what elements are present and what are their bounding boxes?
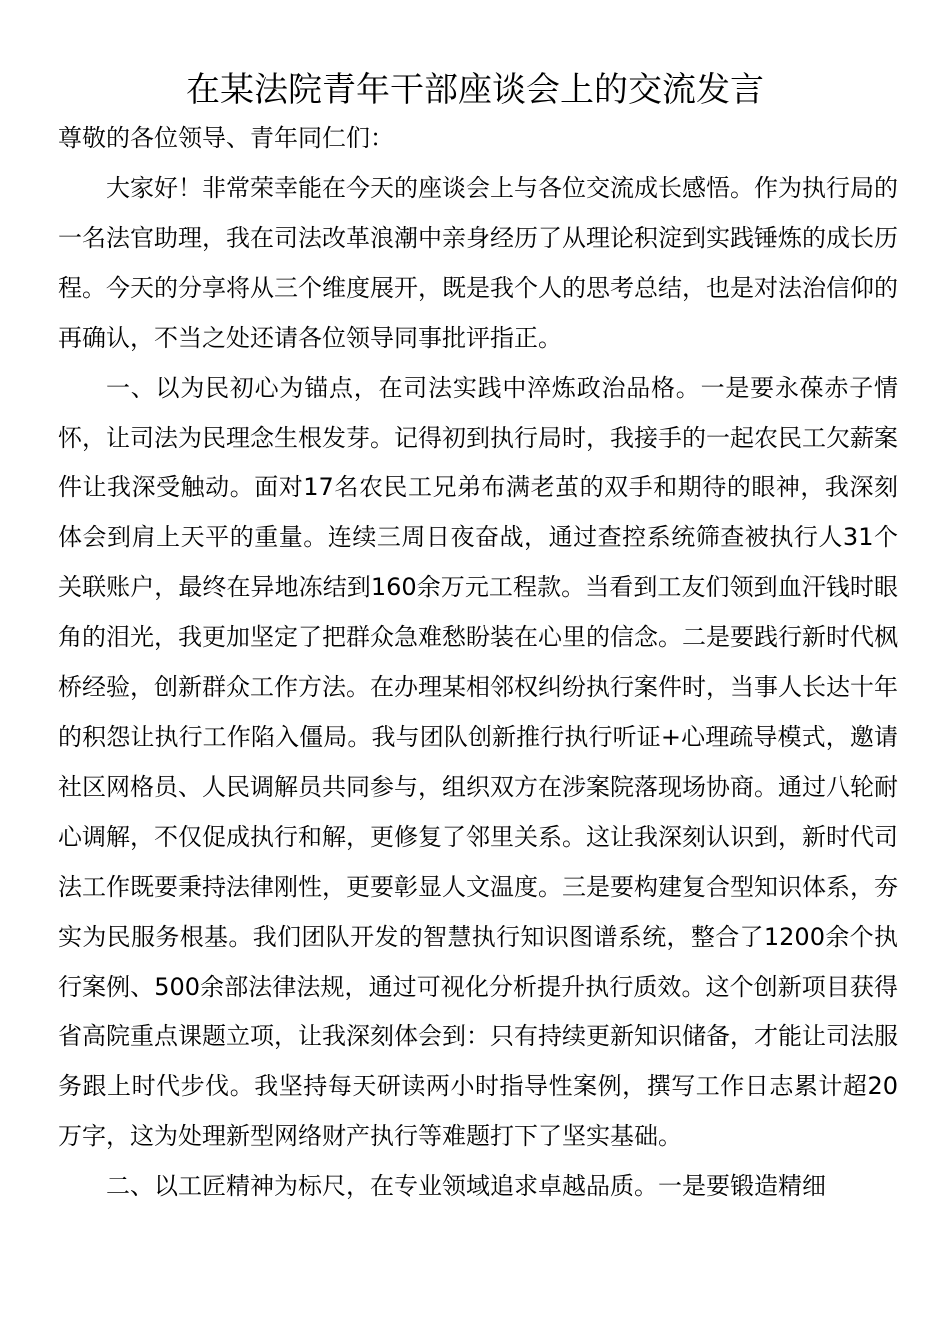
paragraph-section-one: 一、以为民初心为锚点，在司法实践中淬炼政治品格。一是要永葆赤子情怀，让司法为民理念生根发芽。记得初到执行局时，我接手的一起农民工欠薪案件让我深受触动。面对17名农民工兄弟布满老茧的双手和期待的眼神，我深刻体会到肩上天平的重量。连续三周日夜奋战，通过查控系统筛查被执行人31个关联账户，最终在异地冻结到160余万元工程款。当看到工友们领到血汗钱时眼角的泪光，我更加坚定了把群众急难愁盼装在心里的信念。二是要践行新时代枫桥经验，创新群众工作方法。在办理某相邻权纠纷执行案件时，当事人长达十年的积怨让执行工作陷入僵局。我与团队创新推行执行听证+心理疏导模式，邀请社区网格员、人民调解员共同参与，组织双方在涉案院落现场协商。通过八轮耐心调解，不仅促成执行和解，更修复了邻里关系。这让我深刻认识到，新时代司法工作既要秉持法律刚性，更要彰显人文温度。三是要构建复合型知识体系，夯实为民服务根基。我们团队开发的智慧执行知识图谱系统，整合了1200余个执行案例、500余部法律法规，通过可视化分析提升执行质效。这个创新项目获得省高院重点课题立项，让我深刻体会到：只有持续更新知识储备，才能让司法服务跟上时代步伐。我坚持每天研读两小时指导性案例，撰写工作日志累计超20万字，这为处理新型网络财产执行等难题打下了坚实基础。 [58, 373, 898, 1151]
document-body [58, 164, 898, 1212]
paragraph-greeting: 大家好！非常荣幸能在今天的座谈会上与各位交流成长感悟。作为执行局的一名法官助理，我在司法改革浪潮中亲身经历了从理论积淀到实践锤炼的成长历程。今天的分享将从三个维度展开，既是我个人的思考总结，也是对法治信仰的再确认，不当之处还请各位领导同事批评指正。 [58, 174, 898, 352]
salutation: 尊敬的各位领导、青年同仁们： [58, 124, 394, 152]
document-title: 在某法院青年干部座谈会上的交流发言 [186, 70, 764, 110]
paragraph-section-two: 二、以工匠精神为标尺，在专业领域追求卓越品质。一是要锻造精细 [106, 1172, 826, 1201]
